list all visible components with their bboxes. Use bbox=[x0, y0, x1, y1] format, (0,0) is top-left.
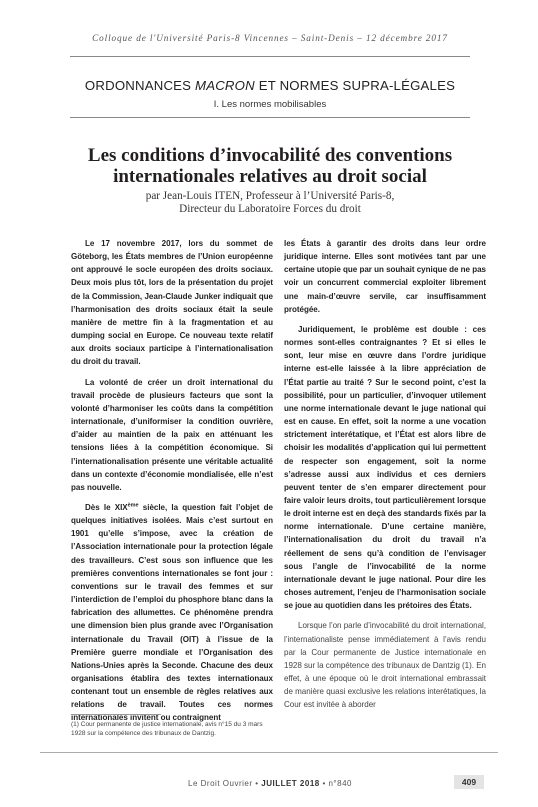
kicker-post: ET NORMES SUPRA-LÉGALES bbox=[254, 78, 456, 93]
header-divider bbox=[70, 56, 470, 57]
article-title: Les conditions d’invocabilité des conventions internationales relatives au droit social bbox=[87, 145, 453, 187]
kicker-emphasis: MACRON bbox=[195, 78, 255, 93]
footer-divider bbox=[40, 752, 498, 753]
paragraph bbox=[71, 501, 273, 725]
page-footer: Le Droit Ouvrier • JUILLET 2018 • n°840 bbox=[188, 779, 352, 788]
issue-date: JUILLET 2018 bbox=[261, 779, 320, 788]
paragraph: La volonté de créer un droit international du travail procède de plusieurs facteurs que sont la volonté d’harmoniser les coûts dans la compétition internationale, d’uniformiser la condition ouvrière, d’aider au maintien de la paix en atténuant les tensions liées à la compétition économique. Si l’internationalisation présente une véritable actualité dans un contexte d’économie mondialisée, elle n’est pas nouvelle. bbox=[71, 377, 273, 492]
footnote-divider bbox=[71, 714, 161, 715]
footnote: (1) Cour permanente de justice internationale, avis n°15 du 3 mars 1928 sur la compétence des tribunaux de Dantzig. bbox=[71, 721, 263, 737]
paragraph: Lorsque l’on parle d’invocabilité du droit international, l’internationaliste pense immédiatement à l’avis rendu par la Cour permanente de Justice internationale en 1928 sur la compétence des tribunaux de Dantzig (1). En effet, à une époque où le droit international embrassait de manière quasi exclusive les relations interétatiques, la Cour est invitée à aborder bbox=[284, 621, 486, 710]
author-line-1: par Jean-Louis ITEN, Professeur à l’Université Paris-8, bbox=[145, 190, 395, 202]
superscript: ème bbox=[127, 502, 139, 509]
paragraph-start: Dès le XIX bbox=[85, 502, 128, 512]
author-line-2: Directeur du Laboratoire Forces du droit bbox=[179, 203, 361, 215]
conference-header: Colloque de l'Université Paris-8 Vincennes – Saint-Denis – 12 décembre 2017 bbox=[92, 33, 448, 43]
section-divider bbox=[70, 117, 470, 118]
section-subtitle: I. Les normes mobilisables bbox=[213, 99, 327, 110]
journal-name: Le Droit Ouvrier bbox=[188, 779, 253, 788]
right-column bbox=[284, 237, 486, 718]
paragraph: Le 17 novembre 2017, lors du sommet de Göteborg, les États membres de l’Union européenne ont approuvé le socle européen des droits sociaux. Deux mois plus tôt, lors de la présentation du projet de la Commission, Jean-Claude Junker indiquait que l’harmonisation des droits sociaux était la seule manière de mettre fin à la fragmentation et au dumping social en Europe. Ce nouveau texte relatif aux droits sociaux participe à l’internationalisation du droit du travail. bbox=[71, 239, 273, 367]
page-number: 409 bbox=[454, 775, 484, 789]
issue-number: n°840 bbox=[328, 779, 352, 788]
paragraph: les États à garantir des droits dans leur ordre juridique interne. Elles sont motivées tant par une certaine utopie que par un souhait cynique de ne pas voir un concurrent commercial exploiter librement une main-d’œuvre servile, car insuffisamment protégée. bbox=[284, 239, 486, 314]
kicker-pre: ORDONNANCES bbox=[84, 78, 196, 93]
paragraph-rest: siècle, la question fait l’objet de quelques initiatives isolées. Mais c’est surtout en 1901 qu’elle s’impose, avec la création de l’Association internationale pour la protection légale des travailleurs. C’est sous son influence que les premières conventions internationales se font jour : conventions sur le travail des femmes et sur l’interdiction de l’emploi du phosphore blanc dans la fabrication des allumettes. Ce phénomène prendra une dimension bien plus grande avec l’Organisation internationale du Travail (OIT) à l’issue de la Première guerre mondiale et l’Organisation des Nations-Unies après la Seconde. Chacune des deux organisations établira des textes internationaux contenant tout un ensemble de règles relatives aux relations de travail. Toutes ces normes internationales invitent ou contraignent bbox=[71, 502, 273, 723]
left-column bbox=[71, 237, 273, 732]
section-kicker bbox=[70, 78, 470, 93]
paragraph: Juridiquement, le problème est double : ces normes sont-elles contraignantes ? Et si elles le sont, leur mise en œuvre dans l’ordre juridique interne est-elle laissée à la libre appréciation de l’État partie au traité ? Sur le second point, c’est la possibilité, pour un particulier, d’invoquer utilement une norme internationale devant le juge national qui est en cause. En effet, soit la norme a une vocation strictement interétatique, et l’État est alors libre de choisir les modalités d’application qui lui permettent de respecter son engagement, soit la norme s’adresse aussi aux individus et ces derniers peuvent tenter de s’en emparer directement pour faire valoir leurs droits, tout particulièrement lorsque le droit interne est en deçà des standards fixés par la norme internationale. D’une certaine manière, l’internationalisation du droit du travail n’a réellement de sens qu’à condition de l’envisager sous l’angle de l’invocabilité de la norme internationale devant le juge national. Pour dire les choses autrement, l’enjeu de l’harmonisation sociale se joue au quotidien dans les prétoires des États. bbox=[284, 324, 486, 611]
article-author bbox=[120, 190, 420, 216]
